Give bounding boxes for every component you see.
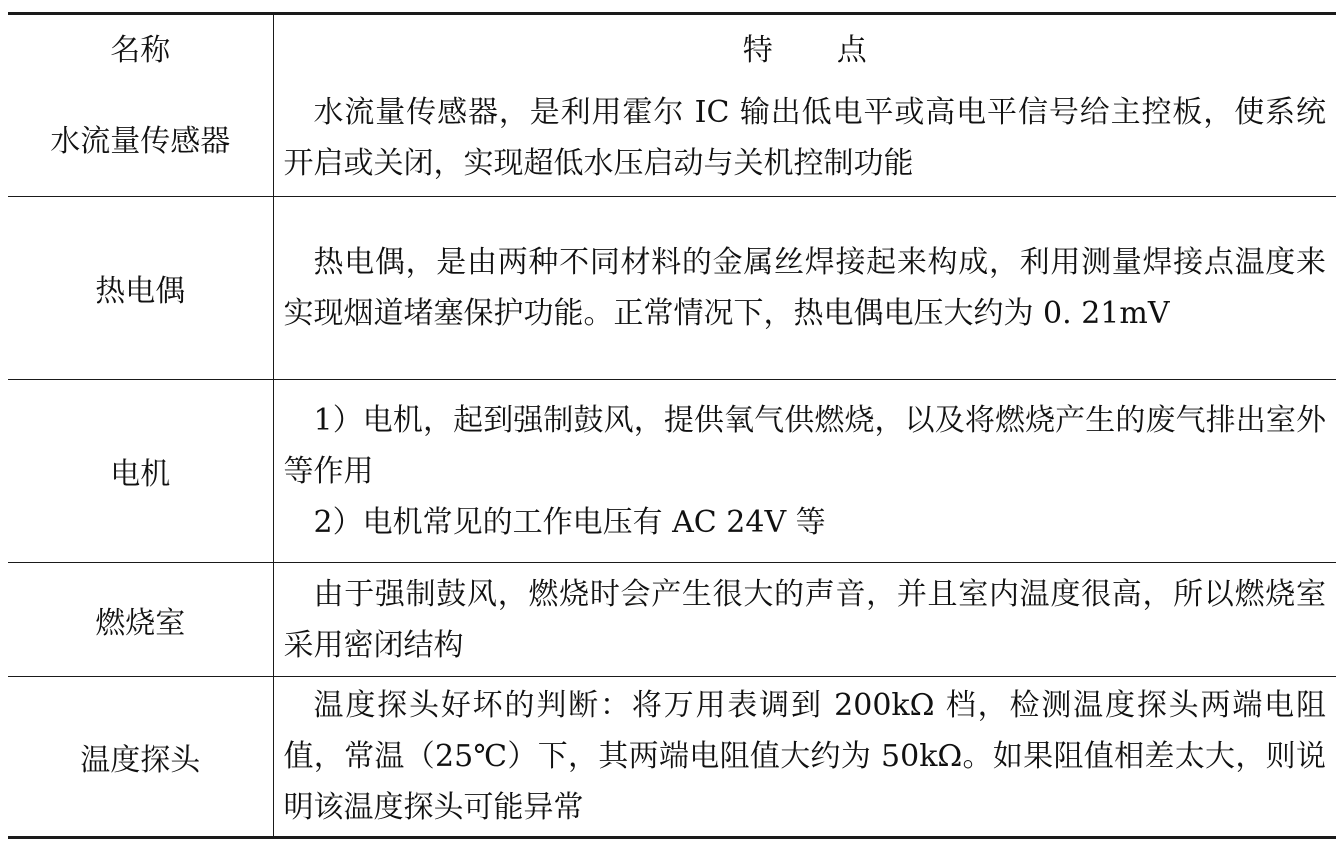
row-features-cell — [273, 677, 1336, 838]
row-name-cell: 温度探头 — [8, 677, 273, 838]
table-header-row — [8, 14, 1336, 80]
row-name-cell: 电机 — [8, 380, 273, 563]
feature-paragraph: 由于强制鼓风，燃烧时会产生很大的声音，并且室内温度很高，所以燃烧室采用密闭结构 — [283, 576, 1326, 663]
row-features-cell — [273, 197, 1336, 380]
table-row — [8, 380, 1336, 563]
table-row — [8, 563, 1336, 677]
header-name-cell: 名称 — [8, 14, 273, 80]
row-name-cell: 水流量传感器 — [8, 80, 273, 197]
feature-paragraph: 2）电机常见的工作电压有 AC 24V 等 — [313, 504, 826, 540]
feature-paragraph: 1）电机，起到强制鼓风，提供氧气供燃烧，以及将燃烧产生的废气排出室外等作用 — [283, 402, 1326, 489]
row-features-cell — [273, 563, 1336, 677]
feature-paragraph: 热电偶，是由两种不同材料的金属丝焊接起来构成，利用测量焊接点温度来实现烟道堵塞保护功能。正常情况下，热电偶电压大约为 0. 21mV — [283, 245, 1326, 331]
feature-paragraph: 温度探头好坏的判断：将万用表调到 200kΩ 档，检测温度探头两端电阻值，常温（25℃）下，其两端电阻值大约为 50kΩ。如果阻值相差太大，则说明该温度探头可能异常 — [283, 688, 1326, 825]
table-row — [8, 677, 1336, 838]
header-features-cell: 特点 — [742, 33, 931, 69]
row-name-cell: 热电偶 — [8, 197, 273, 380]
table-row — [8, 197, 1336, 380]
row-features-cell — [273, 80, 1336, 197]
row-name-cell: 燃烧室 — [8, 563, 273, 677]
feature-paragraph: 水流量传感器，是利用霍尔 IC 输出低电平或高电平信号给主控板，使系统开启或关闭，实现超低水压启动与关机控制功能 — [283, 94, 1326, 181]
row-features-cell — [273, 380, 1336, 563]
table-row — [8, 80, 1336, 197]
component-feature-table — [8, 12, 1336, 839]
